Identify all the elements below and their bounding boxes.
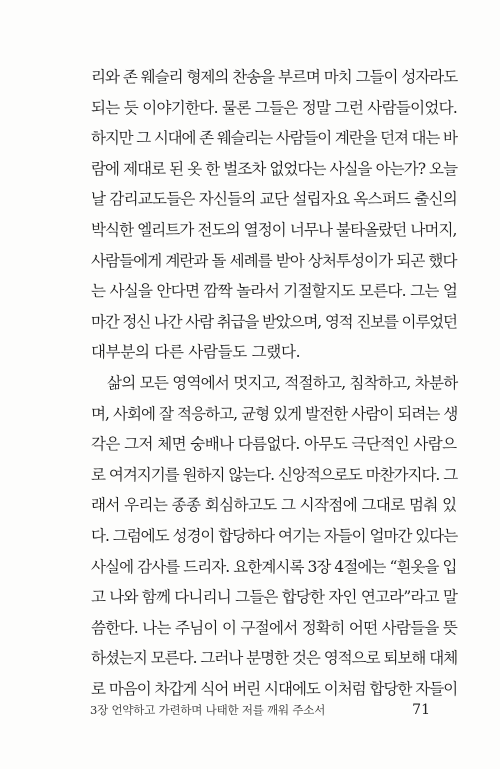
text-line: 며, 사회에 잘 적응하고, 균형 있게 발전한 사람이 되려는 생: [91, 404, 458, 423]
text-line: 하지만 그 시대에 존 웨슬리는 사람들이 계란을 던져 대는 바: [91, 129, 457, 148]
text-line: 다. 그럼에도 성경이 합당하다 여기는 자들이 얼마간 있다는: [91, 527, 458, 545]
text-line: 리와 존 웨슬리 형제의 찬송을 부르며 마치 그들이 성자라도: [91, 68, 458, 86]
text-line: 각은 그저 체면 숭배나 다름없다. 아무도 극단적인 사람으: [91, 435, 457, 454]
text-line: 마간 정신 나간 사람 취급을 받았으며, 영적 진보를 이루었던: [91, 312, 457, 331]
page-number: 71: [412, 702, 430, 718]
text-line: 하셨는지 모른다. 그러나 분명한 것은 영적으로 퇴보해 대체: [91, 649, 458, 668]
text-line: 고 나와 함께 다니리니 그들은 합당한 자인 연고라”라고 말: [91, 588, 458, 607]
text-line: 삶의 모든 영역에서 멋지고, 적절하고, 침착하고, 차분하: [107, 374, 458, 392]
text-line: 사람들에게 계란과 돌 세례를 받아 상처투성이가 되곤 했다: [91, 251, 457, 270]
text-line: 로 여겨지기를 원하지 않는다. 신앙적으로도 마찬가지다. 그: [91, 465, 458, 484]
text-line: 래서 우리는 종종 회심하고도 그 시작점에 그대로 멈춰 있: [91, 496, 457, 515]
text-line: 사실에 감사를 드리자. 요한계시록 3장 4절에는 “흰옷을 입: [91, 557, 457, 576]
text-line: 되는 듯 이야기한다. 물론 그들은 정말 그런 사람들이었다.: [91, 98, 458, 117]
text-line: 로 마음이 차갑게 식어 버린 시대에도 이처럼 합당한 자들이: [91, 680, 458, 698]
text-line: 날 감리교도들은 자신들의 교단 설립자요 옥스퍼드 출신의: [91, 190, 457, 209]
text-line: 대부분의 다른 사람들도 그랬다.: [91, 343, 301, 362]
text-line: 는 사실을 안다면 깜짝 놀라서 기절할지도 모른다. 그는 얼: [91, 282, 458, 301]
text-line: 박식한 엘리트가 전도의 열정이 너무나 불타올랐던 나머지,: [91, 221, 457, 239]
text-line: 람에 제대로 된 옷 한 벌조차 없었다는 사실을 아는가? 오늘: [91, 159, 458, 178]
text-line: 씀한다. 나는 주님이 이 구절에서 정확히 어떤 사람들을 뜻: [91, 618, 458, 637]
running-title: 3장 언약하고 가련하며 나태한 저를 깨워 주소서: [90, 703, 326, 717]
